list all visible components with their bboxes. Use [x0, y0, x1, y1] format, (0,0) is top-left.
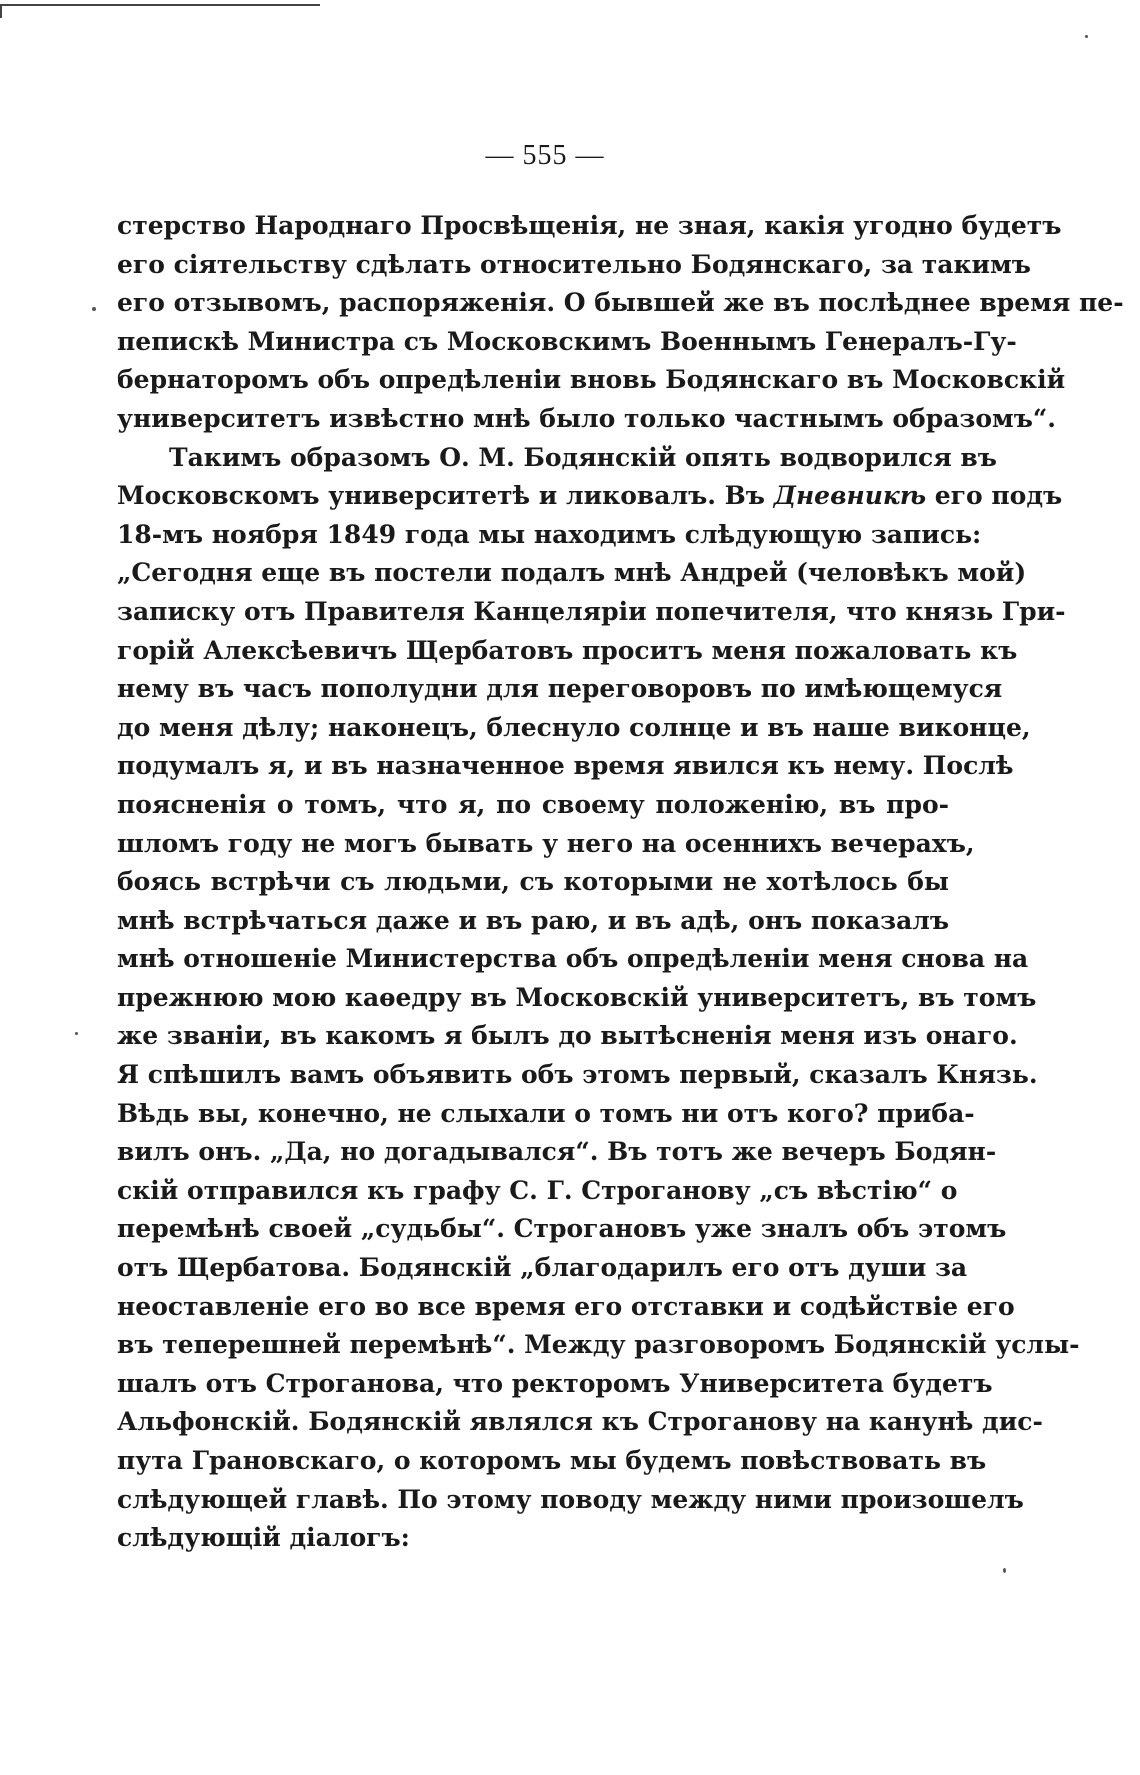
- text-line: записку отъ Правителя Канцеляріи попечителя, что князь Гри-: [117, 596, 1066, 626]
- text-line: Такимъ образомъ О. М. Бодянскій опять водворился въ: [169, 442, 997, 472]
- scan-speck: [1085, 35, 1088, 38]
- text-line: нему въ часъ пополудни для переговоровъ по имѣющемуся: [117, 674, 1003, 704]
- text-line: шломъ году не могъ бывать у него на осеннихъ вечерахъ,: [117, 828, 975, 858]
- text-line: мнѣ отношеніе Министерства объ опредѣленіи меня снова на: [117, 944, 1029, 974]
- top-edge-rule: [0, 4, 320, 6]
- text-line: Я спѣшилъ вамъ объявить объ этомъ первый, сказалъ Князь.: [117, 1060, 1038, 1090]
- text-line: скій отправился къ графу С. Г. Строганову „съ вѣстію“ о: [117, 1175, 958, 1205]
- text-line: слѣдующій діалогъ:: [117, 1523, 410, 1553]
- top-edge-corner: [0, 4, 2, 18]
- text-line: пепискѣ Министра съ Московскимъ Военнымъ Генералъ-Гу-: [117, 326, 1017, 356]
- scan-speck: [1003, 1568, 1006, 1573]
- text-line: мнѣ встрѣчаться даже и въ раю, и въ адѣ, онъ показалъ: [117, 905, 950, 935]
- text-line: его сіятельству сдѣлать относительно Бодянскаго, за такимъ: [117, 249, 1031, 279]
- body-text: [117, 207, 1124, 1558]
- text-line: же званіи, въ какомъ я былъ до вытѣсненія меня изъ онаго.: [117, 1021, 1018, 1051]
- scan-speck: [75, 1032, 78, 1035]
- text-line: боясь встрѣчи съ людьми, съ которыми не хотѣлось бы: [117, 867, 949, 897]
- text-line: прежнюю мою каѳедру въ Московскій университетъ, въ томъ: [117, 982, 1037, 1012]
- scan-speck: [92, 307, 96, 311]
- text-line-with-italic: [117, 477, 1063, 516]
- text-line: вилъ онъ. „Да, но догадывался“. Въ тотъ же вечеръ Бодян-: [117, 1137, 997, 1167]
- text-line: шалъ отъ Строганова, что ректоромъ Университета будетъ: [117, 1368, 993, 1398]
- text-line: Вѣдь вы, конечно, не слыхали о томъ ни отъ кого? приба-: [117, 1098, 975, 1128]
- text-segment: Московскомъ университетѣ и ликовалъ. Въ: [117, 481, 765, 511]
- diary-italic-word: Дневникѣ: [773, 481, 927, 511]
- text-line: до меня дѣлу; наконецъ, блеснуло солнце и въ наше виконце,: [117, 712, 1031, 742]
- page-number: — 555 —: [485, 140, 605, 171]
- text-line: подумалъ я, и въ назначенное время явился къ нему. Послѣ: [117, 751, 1014, 781]
- text-line: неоставленіе его во все время его отставки и содѣйствіе его: [117, 1291, 1015, 1321]
- text-line: отъ Щербатова. Бодянскій „благодарилъ его отъ души за: [117, 1253, 968, 1283]
- text-line: Альфонскій. Бодянскій являлся къ Строганову на канунѣ дис-: [117, 1407, 1043, 1437]
- text-line: поясненія о томъ, что я, по своему положенію, въ про-: [117, 789, 949, 819]
- text-segment: его подъ: [934, 481, 1063, 511]
- text-line: „Сегодня еще въ постели подалъ мнѣ Андрей (человѣкъ мой): [117, 558, 1027, 588]
- text-line: бернаторомъ объ опредѣленіи вновь Бодянскаго въ Московскій: [117, 365, 1066, 395]
- text-line: пута Грановскаго, о которомъ мы будемъ повѣствовать въ: [117, 1446, 987, 1475]
- text-line: въ теперешней перемѣнѣ“. Между разговоромъ Бодянскій услы-: [117, 1330, 1080, 1360]
- text-line: слѣдующей главѣ. По этому поводу между ними произошелъ: [117, 1484, 1024, 1514]
- text-line: перемѣнѣ своей „судьбы“. Строгановъ уже зналъ объ этомъ: [117, 1214, 1007, 1244]
- text-line: 18-мъ ноября 1849 года мы находимъ слѣдующую запись:: [117, 519, 982, 549]
- text-line: университетъ извѣстно мнѣ было только частнымъ образомъ“.: [117, 403, 1057, 433]
- text-line: стерство Народнаго Просвѣщенія, не зная, какія угодно будетъ: [117, 211, 1062, 240]
- text-line: горій Алексѣевичъ Щербатовъ проситъ меня пожаловать къ: [117, 635, 1018, 665]
- text-line: его отзывомъ, распоряженія. О бывшей же въ послѣднее время пе-: [117, 288, 1124, 318]
